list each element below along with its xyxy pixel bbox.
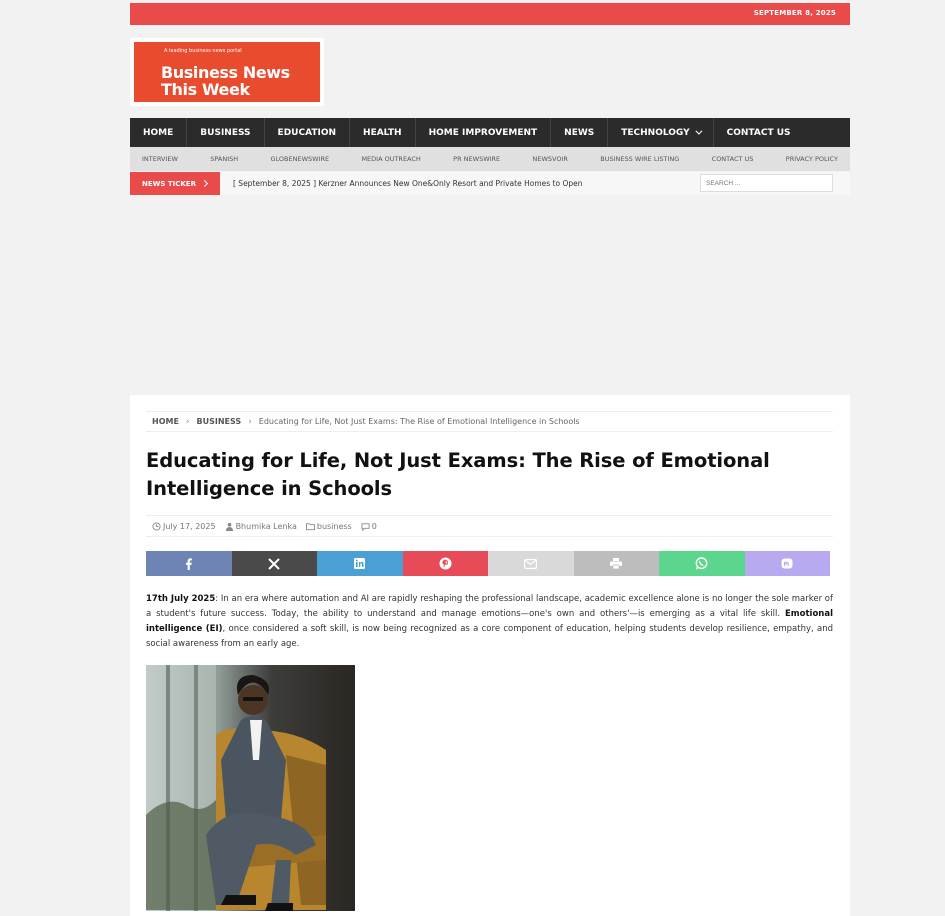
nav-contact-us[interactable]: CONTACT US [726,127,791,138]
meta-comments[interactable] [361,522,377,531]
top-bar [130,3,850,25]
logo-line-2: This Week [161,80,250,99]
article-body-part-2: , once considered a soft skill, is now being recognized as a core component of education, helping students develop resilience, empathy, and social awareness from an early age. [146,624,833,649]
search-input[interactable] [700,174,833,192]
folder-icon [306,522,315,531]
subnav-contact-us[interactable]: CONTACT US [711,155,754,163]
print-icon [610,558,622,569]
meta-category[interactable] [306,522,352,531]
user-icon [225,522,234,531]
ticker-label [130,172,220,195]
share-x-button[interactable] [232,551,318,576]
share-whatsapp-button[interactable] [659,551,745,576]
breadcrumb-business[interactable]: BUSINESS [196,417,242,426]
clock-icon [152,522,161,531]
subnav-newsvoir[interactable]: NEWSVOIR [532,155,568,163]
facebook-icon [184,558,193,570]
meta-author-text: Bhumika Lenka [235,521,297,531]
article-meta [146,515,833,537]
article-intro [146,592,833,652]
article-title: Educating for Life, Not Just Exams: The Rise of Emotional Intelligence in Schools [146,449,770,500]
breadcrumb-current: Educating for Life, Not Just Exams: The Rise of Emotional Intelligence in Schools [258,417,580,426]
subnav-pr-newswire[interactable]: PR NEWSWIRE [453,155,501,163]
meta-date [152,522,216,531]
article-photo [146,665,355,911]
share-email-button[interactable] [488,551,574,576]
nav-home[interactable]: HOME [130,118,187,147]
nav-technology[interactable] [608,118,713,147]
ticker-headline[interactable]: [ September 8, 2025 ] Kerzner Announces New One&Only Resort and Private Homes to Open [233,179,583,188]
meta-category-text: business [316,521,352,531]
nav-technology-label: TECHNOLOGY [621,127,690,138]
subnav-privacy-policy[interactable]: PRIVACY POLICY [785,155,838,163]
nav-home-improvement[interactable]: HOME IMPROVEMENT [416,118,552,147]
chevron-right-icon [201,180,208,187]
subnav-business-wire-listing[interactable]: BUSINESS WIRE LISTING [600,155,680,163]
breadcrumb-separator-icon: › [248,416,252,427]
logo-badge [134,42,320,102]
meta-author[interactable] [225,522,297,531]
logo-tagline: A leading business news portal [164,48,242,54]
meta-comments-text: 0 [371,521,377,531]
email-icon [524,559,537,569]
breadcrumb [146,411,833,432]
nav-business[interactable]: BUSINESS [187,118,264,147]
mastodon-icon [781,558,793,570]
share-print-button[interactable] [574,551,660,576]
subnav-interview[interactable]: INTERVIEW [142,155,178,163]
article-card [130,395,850,916]
share-linkedin-button[interactable] [317,551,403,576]
breadcrumb-home[interactable]: HOME [152,417,179,426]
nav-education[interactable]: EDUCATION [265,118,350,147]
pinterest-icon [439,557,452,570]
nav-health[interactable]: HEALTH [350,118,416,147]
whatsapp-icon [695,557,708,570]
subnav-media-outreach[interactable]: MEDIA OUTREACH [361,155,421,163]
article-lead-date: 17th July 2025 [146,594,216,604]
article-body-bold: Emotional intelligence (EI) [146,609,833,634]
share-mastodon-button[interactable] [745,551,831,576]
share-pinterest-button[interactable] [403,551,489,576]
x-icon [268,558,280,570]
share-bar [146,551,830,576]
news-ticker [130,172,850,195]
site-logo[interactable] [130,38,324,106]
linkedin-icon [354,558,365,569]
subnav-globenewswire[interactable]: GLOBENEWSWIRE [270,155,330,163]
nav-news[interactable]: NEWS [551,118,608,147]
logo-text [161,64,290,98]
logo-line-1: Business News [161,63,290,82]
ticker-label-text: NEWS TICKER [142,179,196,188]
article-body-part-1: : In an era where automation and AI are rapidly reshaping the professional landscape, academic excellence alone is no longer the sole marker of a student's future success. Today, the ability to understand and manage emotions—one's own and others'—is emerging as a vital life skill. [146,594,834,619]
comment-icon [361,522,370,531]
secondary-nav [130,147,850,171]
breadcrumb-separator-icon: › [185,416,190,427]
share-facebook-button[interactable] [146,551,232,576]
meta-date-text: July 17, 2025 [163,521,216,531]
chevron-down-icon [695,128,702,135]
main-nav [130,118,850,147]
subnav-spanish[interactable]: SPANISH [210,155,239,163]
article-photo-illustration [146,665,355,911]
header-date: SEPTEMBER 8, 2025 [753,9,836,17]
